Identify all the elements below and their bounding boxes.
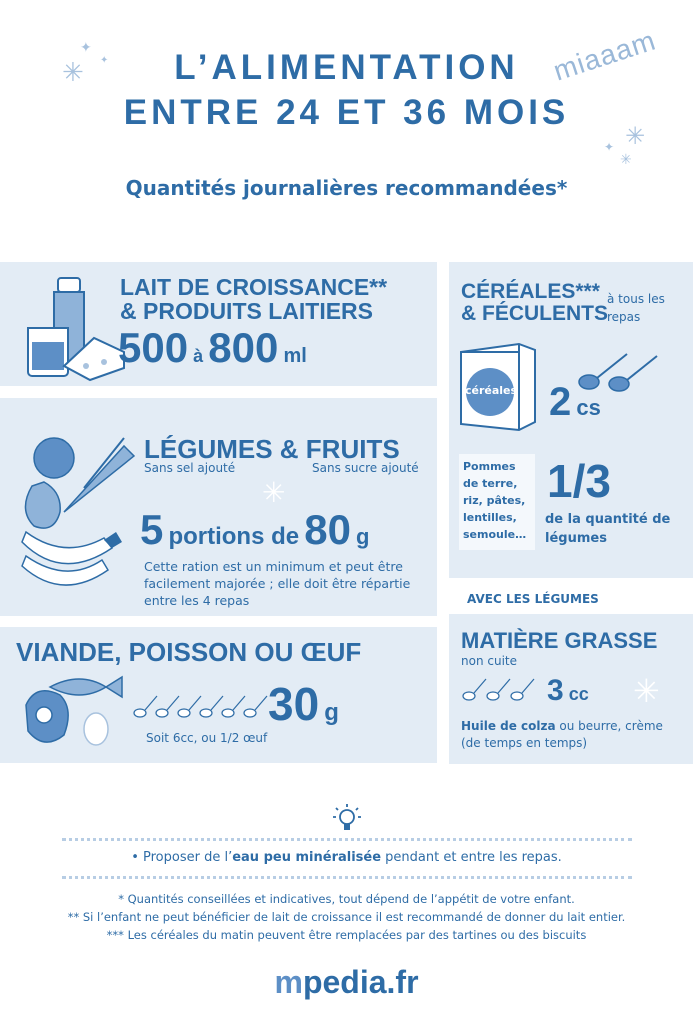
sparkle-icon: ✳ [62, 58, 84, 88]
viande-quantity: 30 g [268, 678, 339, 730]
sparkle-icon: ✦ [80, 40, 92, 56]
sparkle-icon: ✦ [100, 55, 109, 66]
matiere-quantity: 3 cc [547, 674, 589, 707]
footnote-1: * Quantités conseillées et indicatives, tout dépend de l’appétit de votre enfant. [118, 892, 575, 906]
page-subtitle: Quantités journalières recommandées* [125, 176, 568, 200]
viande-title: VIANDE, POISSON OU ŒUF [16, 637, 362, 667]
cereales-panel [449, 262, 693, 578]
legumes-quantity: 5 portions de 80 g [140, 506, 370, 553]
cereales-note: à tous les repas [607, 292, 665, 324]
divider [62, 876, 632, 879]
tip-text: • Proposer de l’eau peu minéralisée pendant et entre les repas. [131, 850, 562, 865]
sparkle-icon: ✳ [620, 152, 632, 168]
matiere-tag: AVEC LES LÉGUMES [467, 592, 599, 606]
feculents-fraction-note: de la quantité de légumes [545, 512, 671, 546]
matiere-sub: non cuite [461, 654, 517, 668]
legumes-description: Cette ration est un minimum et peut être facilement majorée ; elle doit être répartie entre les 4 repas [144, 559, 411, 608]
matiere-title: MATIÈRE GRASSE [461, 628, 658, 653]
matiere-panel [449, 614, 693, 764]
footnote-3: *** Les céréales du matin peuvent être remplacées par des tartines ou des biscuits [106, 928, 587, 942]
sparkle-icon: ✦ [604, 140, 615, 154]
spoon-row-icon [132, 691, 268, 721]
feculents-fraction: 1/3 [547, 455, 611, 507]
matiere-description: Huile de colza ou beurre, crème (de temps en temps) [461, 719, 663, 750]
fruit-vegetable-icon [14, 418, 142, 604]
lait-title-line1: LAIT DE CROISSANCE** [120, 274, 388, 300]
feculents-list-box [459, 454, 535, 550]
lightbulb-icon [332, 802, 362, 836]
footnote-2: ** Si l’enfant ne peut bénéficier de lait de croissance il est recommandé de donner du lait entier. [67, 910, 626, 924]
cereal-box-label: céréales [465, 384, 518, 397]
legumes-panel [0, 398, 437, 616]
lait-panel [0, 262, 437, 386]
cereales-title-line1: CÉRÉALES*** [461, 280, 600, 303]
spoon-row-icon [461, 676, 537, 704]
sparkle-icon: ✳ [262, 476, 286, 509]
brand-logo: mpedia.fr [274, 964, 419, 1000]
cereales-quantity: 2 cs [549, 380, 601, 424]
page-title-line1: L’ALIMENTATION [174, 48, 519, 87]
page-title-line2: ENTRE 24 ET 36 MOIS [123, 93, 570, 132]
sparkle-icon: ✳ [633, 672, 660, 710]
legumes-title: LÉGUMES & FRUITS [144, 434, 400, 464]
lait-quantity: 500 à 800 ml [118, 324, 307, 371]
miaaam-text: miaaam [549, 24, 660, 87]
cereales-title-line2: & FÉCULENTS [461, 302, 608, 325]
lait-title-line2: & PRODUITS LAITIERS [120, 298, 374, 324]
meat-fish-egg-icon [20, 675, 130, 751]
matiere-tag-box [449, 586, 693, 612]
viande-note: Soit 6cc, ou 1/2 œuf [146, 731, 268, 745]
sparkle-icon: ✳ [625, 122, 646, 150]
legumes-note-salt: Sans sel ajouté [144, 461, 236, 475]
divider [62, 838, 632, 841]
viande-panel [0, 627, 437, 763]
legumes-note-sugar: Sans sucre ajouté [312, 461, 419, 475]
feculents-list: Pommes de terre, riz, pâtes, lentilles, semoule… [463, 460, 527, 541]
